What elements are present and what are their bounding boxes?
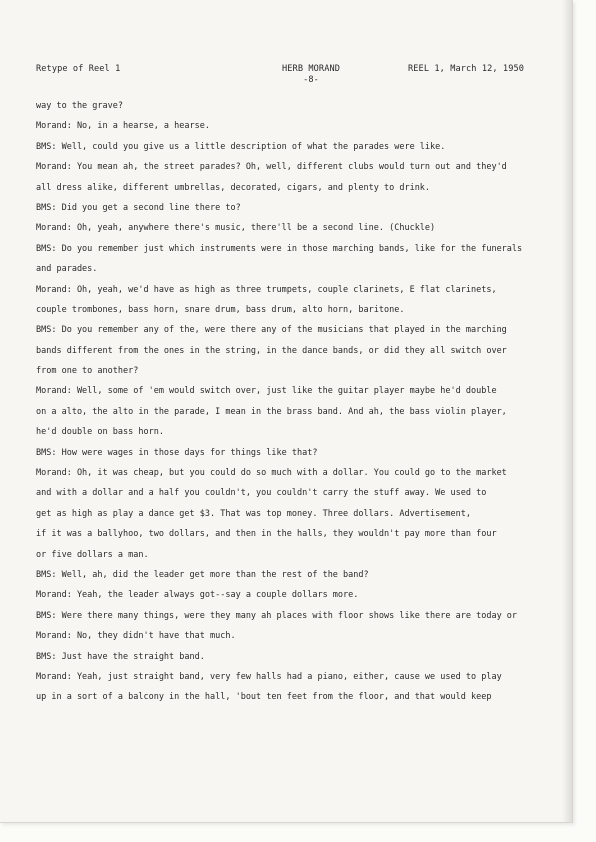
header-center — [282, 64, 340, 85]
text-line: up in a sort of a balcony in the hall, 'bout ten feet from the floor, and that would keep — [36, 692, 492, 703]
text-line: if it was a ballyhoo, two dollars, and then in the halls, they wouldn't pay more than four — [36, 529, 497, 540]
text-line: way to the grave? — [36, 101, 123, 111]
text-line: on a alto, the alto in the parade, I mean in the brass band. And ah, the bass violin player, — [36, 406, 507, 417]
text-line: BMS: Well, could you give us a little description of what the parades were like. — [36, 141, 446, 152]
text-line: BMS: Did you get a second line there to? — [36, 202, 241, 213]
text-line: BMS: Just have the straight band. — [36, 651, 205, 662]
text-line: BMS: How were wages in those days for things like that? — [36, 447, 318, 458]
text-line: Morand: No, they didn't have that much. — [36, 631, 236, 642]
text-line: Morand: Yeah, the leader always got--say a couple dollars more. — [36, 590, 359, 601]
text-line: all dress alike, different umbrellas, decorated, cigars, and plenty to drink. — [36, 182, 431, 193]
text-line: Morand: Oh, yeah, we'd have as high as three trumpets, couple clarinets, E flat clarinets, — [36, 284, 497, 295]
page-number: -8- — [303, 75, 319, 85]
text-line: Morand: Oh, it was cheap, but you could do so much with a dollar. You could go to the market — [36, 468, 507, 479]
text-line: BMS: Were there many things, were they many ah places with floor shows like there are today or — [36, 610, 518, 621]
text-line: Morand: Well, some of 'em would switch over, just like the guitar player maybe he'd double — [36, 386, 497, 397]
text-line: couple trombones, bass horn, snare drum, bass drum, alto horn, baritone. — [36, 304, 405, 315]
header-right: REEL 1, March 12, 1950 — [408, 64, 525, 74]
text-line: Morand: Oh, yeah, anywhere there's music, there'll be a second line. (Chuckle) — [36, 223, 436, 234]
text-line: Morand: Yeah, just straight band, very few halls had a piano, either, cause we used to play — [36, 671, 502, 682]
text-line: BMS: Do you remember any of the, were there any of the musicians that played in the marching — [36, 325, 507, 336]
text-line: Morand: You mean ah, the street parades? Oh, well, different clubs would turn out and they'd — [36, 162, 507, 173]
text-line: get as high as play a dance get $3. That was top money. Three dollars. Advertisement, — [36, 508, 471, 519]
text-line: and parades. — [36, 264, 98, 275]
text-line: BMS: Do you remember just which instruments were in those marching bands, like for the funerals — [36, 243, 523, 254]
text-line: from one to another? — [36, 366, 139, 377]
text-line: bands different from the ones in the string, in the dance bands, or did they all switch over — [36, 345, 507, 356]
header-left: Retype of Reel 1 — [36, 64, 121, 74]
text-line: he'd double on bass horn. — [36, 427, 164, 438]
text-line: Morand: No, in a hearse, a hearse. — [36, 121, 210, 132]
header-title: HERB MORAND — [282, 64, 341, 74]
transcript-body — [36, 96, 568, 708]
text-line: BMS: Well, ah, did the leader get more than the rest of the band? — [36, 569, 369, 580]
text-line: and with a dollar and a half you couldn't, you couldn't carry the stuff away. We used to — [36, 488, 487, 499]
text-line: or five dollars a man. — [36, 549, 149, 560]
